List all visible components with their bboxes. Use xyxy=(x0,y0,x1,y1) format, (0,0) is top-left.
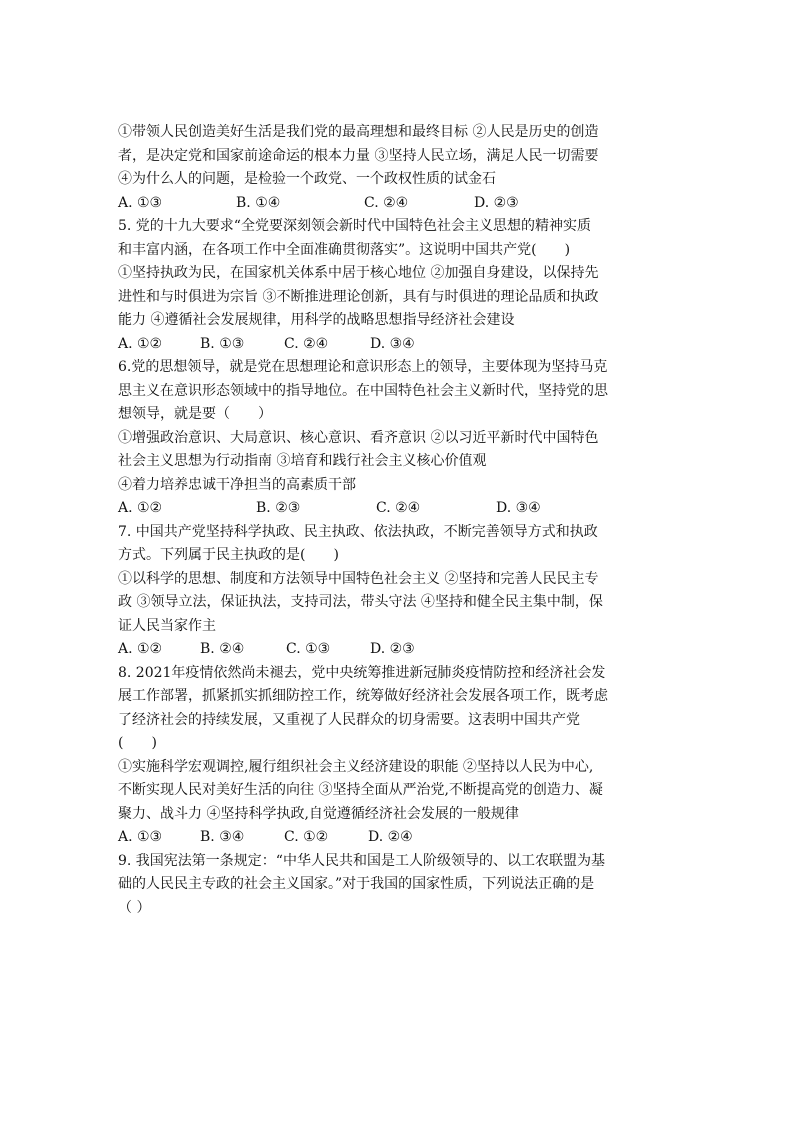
question-8-line-7: 聚力、战斗力 ④坚持科学执政,自觉遵循经济社会发展的一般规律 xyxy=(118,805,519,822)
question-6-option-b: B. ②③ xyxy=(256,500,301,516)
question-6-stem-line-2: 思主义在意识形态领域中的指导地位。在中国特色社会主义新时代，坚持党的思 xyxy=(118,382,608,399)
question-8-option-c: C. ①② xyxy=(284,829,329,845)
question-7-option-b: B. ②④ xyxy=(200,641,245,657)
question-7-line-4: 政 ③领导立法，保证执法，支持司法，带头守法 ④坚持和健全民主集中制，保 xyxy=(118,594,603,610)
question-8-stem-line-2: 展工作部署，抓紧抓实抓细防控工作，统筹做好经济社会发展各项工作，既考虑 xyxy=(118,688,608,704)
question-8-options xyxy=(118,826,678,850)
question-8-option-d: D. ②④ xyxy=(368,829,413,845)
question-5-options xyxy=(118,333,678,357)
question-5-stem-line-1: 5. 党的十九大要求“全党要深刻领会新时代中国特色社会主义思想的精神实质 xyxy=(118,218,591,234)
question-4-option-a: A. ①③ xyxy=(118,194,163,211)
document-page xyxy=(118,121,678,920)
question-6-line-4: ①增强政治意识、大局意识、核心意识、看齐意识 ②以习近平新时代中国特色 xyxy=(118,429,599,446)
question-9 xyxy=(118,850,678,921)
question-6-option-d: D. ③④ xyxy=(496,500,541,516)
question-7-line-5: 证人民当家作主 xyxy=(118,617,216,634)
question-5-option-c: C. ②④ xyxy=(284,335,329,352)
question-7 xyxy=(118,521,678,662)
question-8-option-b: B. ③④ xyxy=(200,829,245,845)
question-4-options xyxy=(118,192,678,216)
question-6-line-6: ④着力培养忠诚干净担当的高素质干部 xyxy=(118,476,356,493)
question-5-option-d: D. ③④ xyxy=(370,335,415,352)
question-8-option-a: A. ①③ xyxy=(118,829,163,845)
question-7-option-d: D. ②③ xyxy=(370,641,415,657)
question-7-options xyxy=(118,638,678,662)
question-6-option-a: A. ①② xyxy=(118,500,163,516)
question-9-stem-line-2: 础的人民民主专政的社会主义国家。”对于我国的国家性质，下列说法正确的是 xyxy=(118,876,595,892)
question-8 xyxy=(118,662,678,850)
question-6-options xyxy=(118,497,678,521)
question-7-line-3: ①以科学的思想、制度和方法领导中国特色社会主义 ②坚持和完善人民民主专 xyxy=(118,570,599,587)
question-6-stem-line-1: 6.党的思想领导，就是党在思想理论和意识形态上的领导，主要体现为坚持马克 xyxy=(118,359,608,375)
question-5-option-b: B. ①③ xyxy=(200,335,245,352)
question-5-option-a: A. ①② xyxy=(118,335,163,352)
question-5-line-3: ①坚持执政为民，在国家机关体系中居于核心地位 ②加强自身建设，以保持先 xyxy=(118,265,599,281)
question-5-stem-line-2: 和丰富内涵，在各项工作中全面准确贯彻落实”。这说明中国共产党( ) xyxy=(118,241,571,258)
question-4-line-1: ①带领人民创造美好生活是我们党的最高理想和最终目标 ②人民是历史的创造 xyxy=(118,124,599,140)
question-7-option-a: A. ①② xyxy=(118,641,163,657)
question-4-line-3: ④为什么人的问题，是检验一个政党、一个政权性质的试金石 xyxy=(118,171,496,187)
question-9-stem-line-1: 9. 我国宪法第一条规定：“中华人民共和国是工人阶级领导的、以工农联盟为基 xyxy=(118,852,605,869)
question-5 xyxy=(118,215,678,356)
question-6-stem-line-3: 想领导，就是要（ ） xyxy=(118,406,272,422)
question-4-option-c: C. ②④ xyxy=(364,194,409,211)
question-8-stem-line-3: 了经济社会的持续发展，又重视了人民群众的切身需要。这表明中国共产党 xyxy=(118,711,580,728)
question-8-answer-blank: ( ) xyxy=(118,735,157,751)
question-6 xyxy=(118,356,678,521)
question-8-stem-line-1: 8. 2021年疫情依然尚未褪去，党中央统筹推进新冠肺炎疫情防控和经济社会发 xyxy=(118,664,606,681)
question-8-line-6: 不断实现人民对美好生活的向往 ③坚持全面从严治党,不断提高党的创造力、凝 xyxy=(118,782,603,798)
question-7-stem-line-1: 7. 中国共产党坚持科学执政、民主执政、依法执政，不断完善领导方式和执政 xyxy=(118,523,598,540)
question-7-option-c: C. ①③ xyxy=(286,641,331,657)
question-5-line-5: 能力 ④遵循社会发展规律，用科学的战略思想指导经济社会建设 xyxy=(118,312,515,328)
question-7-stem-line-2: 方式。下列属于民主执政的是( ) xyxy=(118,547,339,563)
question-4-line-2: 者，是决定党和国家前途命运的根本力量 ③坚持人民立场，满足人民一切需要 xyxy=(118,147,599,164)
question-4 xyxy=(118,121,678,215)
question-6-option-c: C. ②④ xyxy=(376,500,421,516)
question-6-line-5: 社会主义思想为行动指南 ③培育和践行社会主义核心价值观 xyxy=(118,453,487,469)
question-8-line-5: ①实施科学宏观调控,履行组织社会主义经济建设的职能 ②坚持以人民为中心, xyxy=(118,758,594,775)
question-9-answer-blank: （ ） xyxy=(118,899,151,916)
question-4-option-d: D. ②③ xyxy=(474,194,519,211)
question-4-option-b: B. ①④ xyxy=(236,194,281,211)
question-5-line-4: 进性和与时俱进为宗旨 ③不断推进理论创新，具有与时俱进的理论品质和执政 xyxy=(118,288,599,305)
